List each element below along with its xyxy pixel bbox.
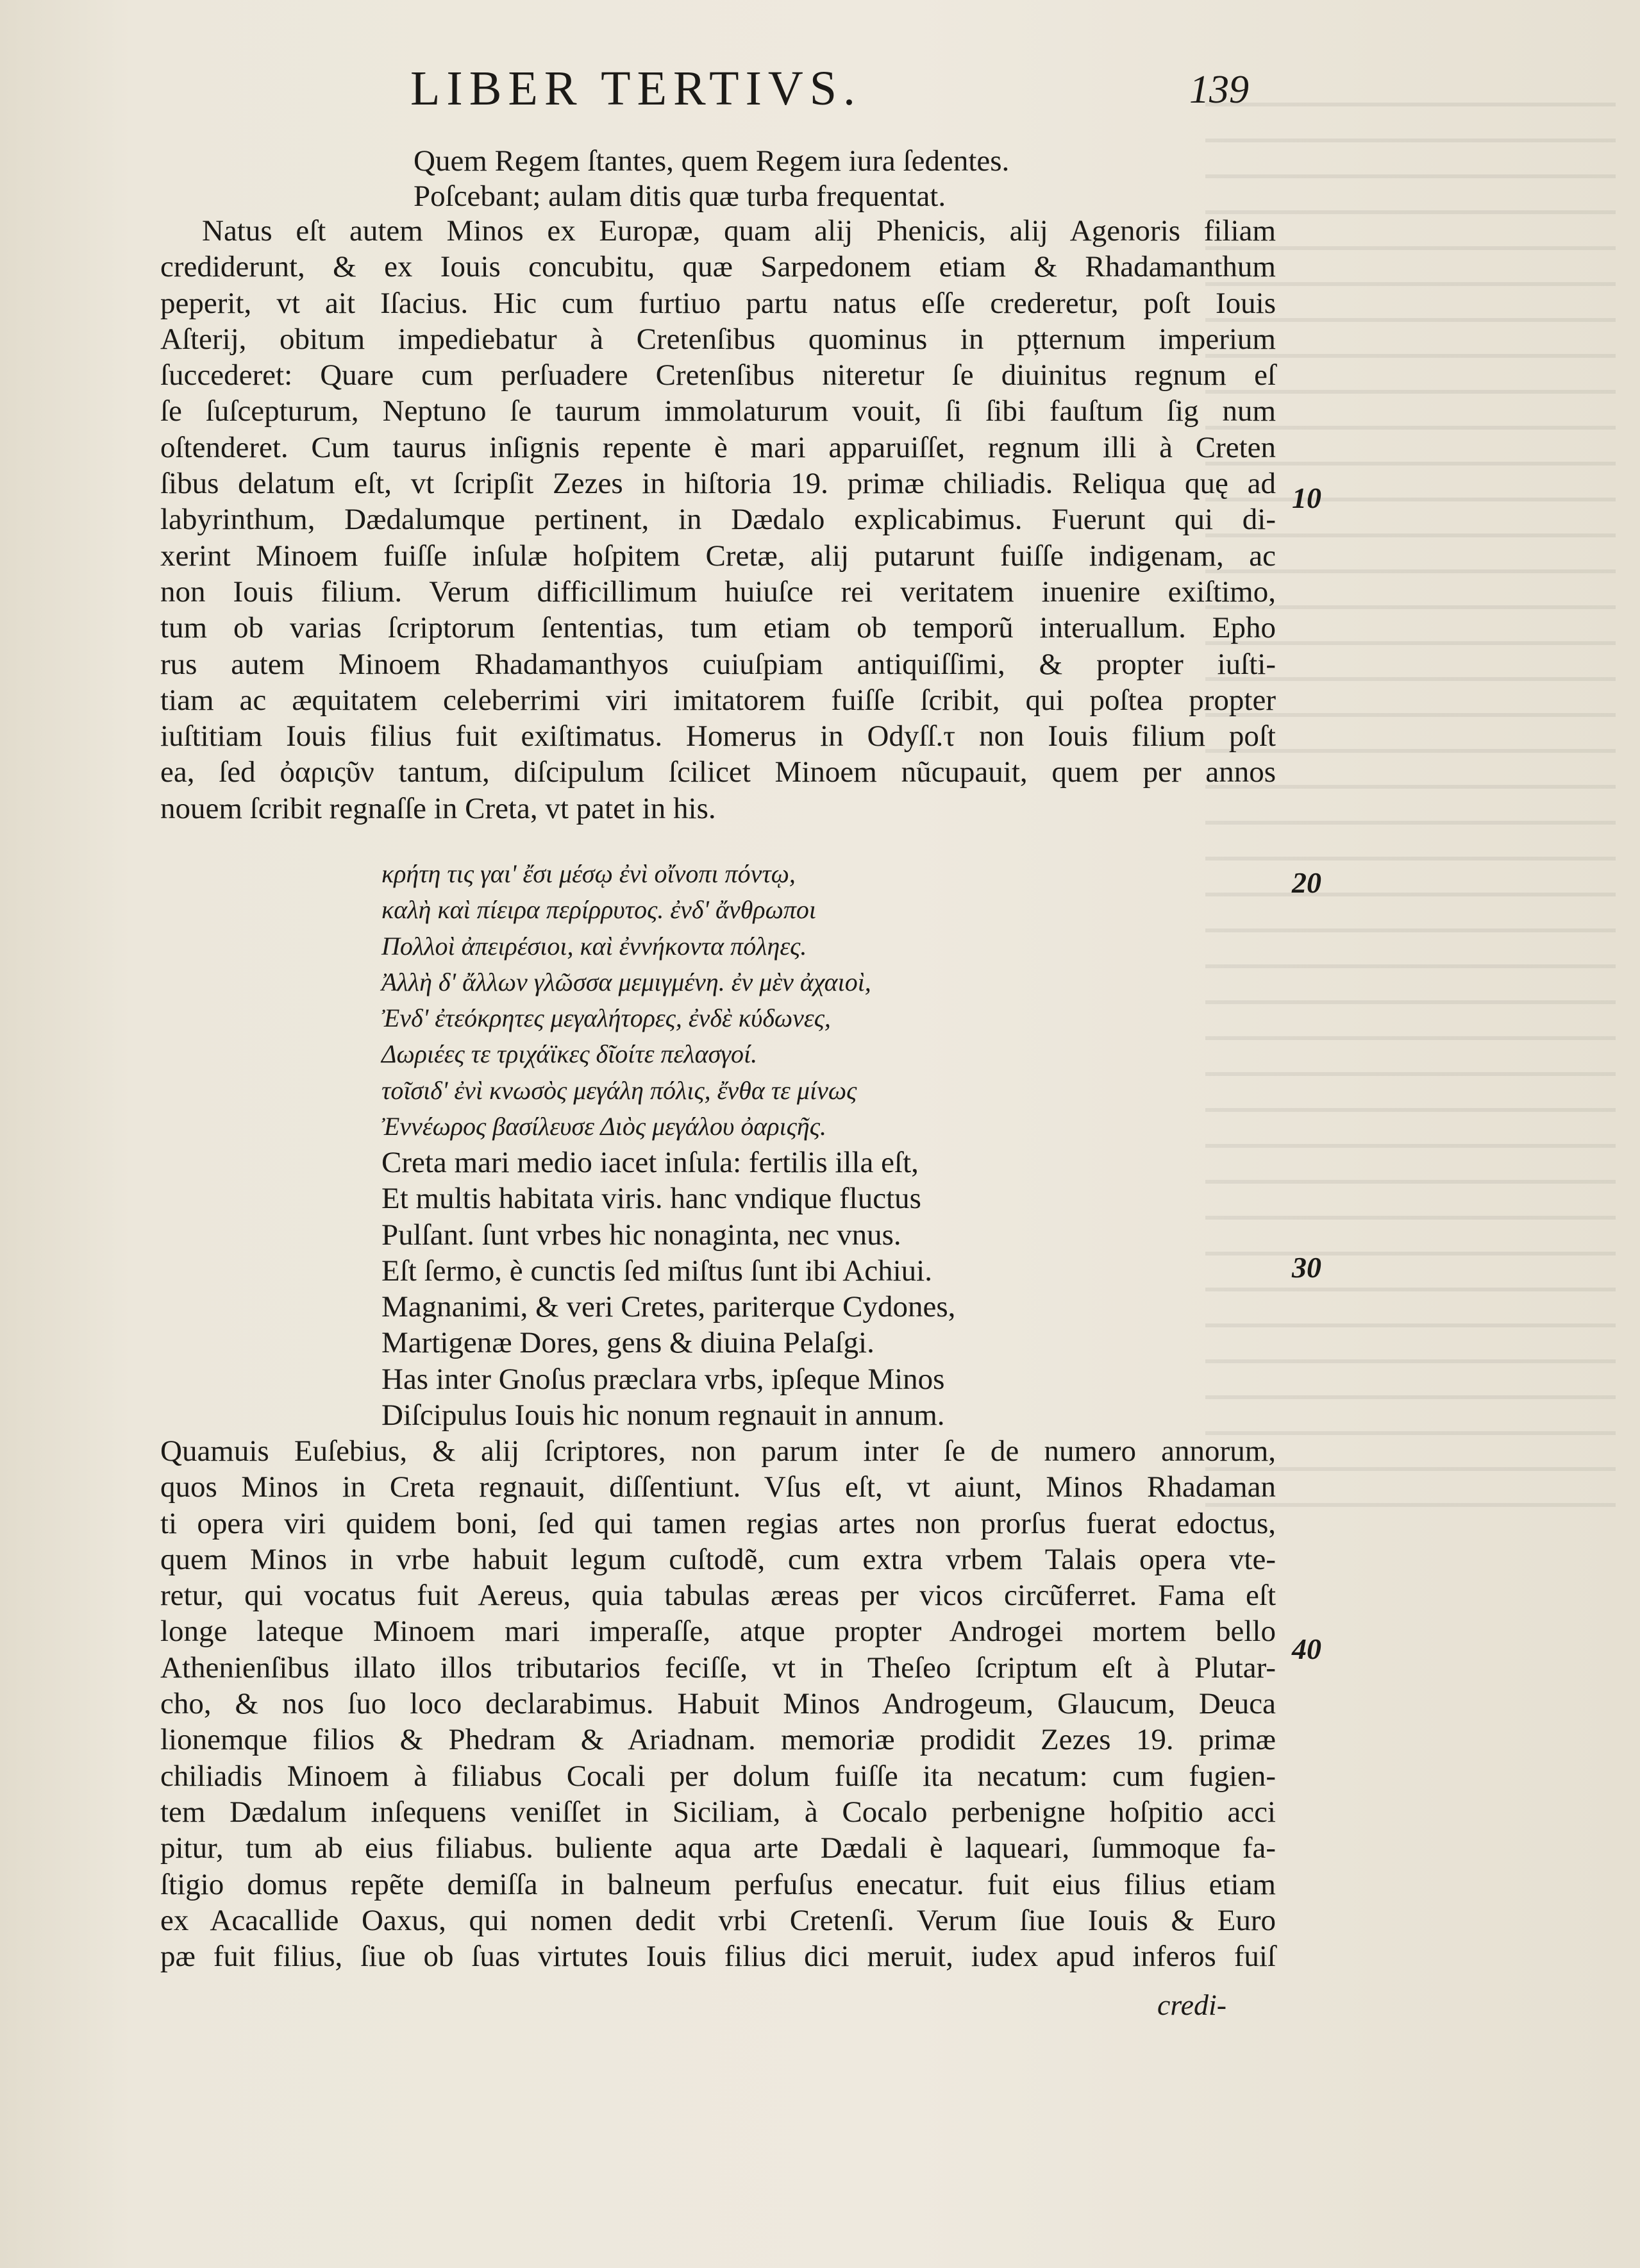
catchword: credi- (1157, 1988, 1227, 2021)
text-line: non Iouis filium. Verum difficillimum huiuſce rei veritatem inuenire exiſtimo, (160, 575, 1276, 609)
text-line: cho, & nos ſuo loco declarabimus. Habuit Minos Androgeum, Glaucum, Deuca (160, 1687, 1276, 1721)
text-line: quos Minos in Creta regnauit, diſſentiunt. Vſus eſt, vt aiunt, Minos Rhadaman (160, 1470, 1276, 1504)
text-line: ea, ſed ὀαριςῦν tantum, diſcipulum ſcilicet Minoem nũcupauit, quem per annos (160, 755, 1276, 789)
text-line: longe lateque Minoem mari imperaſſe, atque propter Androgei mortem bello (160, 1615, 1276, 1649)
text-line: ſibus delatum eſt, vt ſcripſit Zezes in hiſtoria 19. primæ chiliadis. Reliqua quę ad (160, 467, 1276, 501)
verse-line: Πολλοὶ ἀπειρέσιοι, καὶ ἐννήκοντα πόληες. (381, 931, 807, 961)
text-line: tum ob varias ſcriptorum ſententias, tum etiam ob temporũ interuallum. Epho (160, 611, 1276, 645)
verse-line: τοῖσιδ' ἐνὶ κνωσὸς μεγάλη πόλις, ἔνθα τε μίνως (381, 1075, 857, 1105)
text-line: tem Dædalum inſequens veniſſet in Siciliam, à Cocalo perbenigne hoſpitio acci (160, 1795, 1276, 1829)
text-line: Athenienſibus illato illos tributarios feciſſe, vt in Theſeo ſcriptum eſt à Plutar- (160, 1651, 1276, 1684)
text-line: retur, qui vocatus fuit Aereus, quia tabulas æreas per vicos circũferret. Fama eſt (160, 1579, 1276, 1613)
latin-verse (381, 1145, 955, 1433)
opening-verse-line: Quem Regem ſtantes, quem Regem iura ſedentes. (414, 144, 1010, 178)
text-line: nouem ſcribit regnaſſe in Creta, vt patet in his. (160, 791, 716, 825)
verse-line: Diſcipulus Iouis hic nonum regnauit in annum. (381, 1399, 945, 1432)
verse-line: Ἐννέωρος βασίλευσε Διὸς μεγάλου ὀαριςῆς. (381, 1112, 826, 1141)
text-line: pæ fuit filius, ſiue ob ſuas virtutes Iouis filius dici meruit, iudex apud inferos fuiſ (160, 1940, 1276, 1974)
greek-verse (381, 856, 871, 1145)
text-line: ſe ſuſcepturum, Neptuno ſe taurum immolaturum vouit, ſi ſibi fauſtum ſig num (160, 394, 1276, 428)
verse-line: Ἀλλὴ δ' ἄλλων γλῶσσα μεμιγμένη. ἐν μὲν ἀχαιοὶ, (381, 967, 871, 996)
verse-line: Eſt ſermo, è cunctis ſed miſtus ſunt ibi Achiui. (381, 1254, 932, 1288)
running-title: LIBER TERTIVS. (410, 62, 862, 115)
line-number-marker: 10 (1292, 482, 1321, 514)
text-line: Natus eſt autem Minos ex Europæ, quam alij Phenicis, alij Agenoris filiam (202, 214, 1276, 248)
text-line: ſuccederet: Quare cum perſuadere Cretenſibus niteretur ſe diuinitus regnum eſ (160, 358, 1276, 392)
verse-line: Ἐνδ' ἐτεόκρητες μεγαλήτορες, ἐνδὲ κύδωνες, (381, 1004, 831, 1033)
text-line: Aſterij, obitum impediebatur à Cretenſibus quominus in pțternum imperium (160, 322, 1276, 356)
verse-line: Creta mari medio iacet inſula: fertilis illa eſt, (381, 1146, 919, 1179)
line-number-marker: 30 (1292, 1251, 1321, 1284)
text-line: lionemque filios & Phedram & Ariadnam. memoriæ prodidit Zezes 19. primæ (160, 1723, 1276, 1757)
verse-line: κρήτη τις γαι' ἔσι μέσῳ ἐνὶ οἴνοπι πόντῳ, (381, 859, 796, 888)
verse-line: Δωριέες τε τριχάϊκες δῖοίτε πελασγοί. (381, 1039, 758, 1069)
text-line: tiam ac æquitatem celeberrimi viri imitatorem fuiſſe ſcribit, qui poſtea propter (160, 683, 1276, 717)
text-line: ex Acacallide Oaxus, qui nomen dedit vrbi Cretenſi. Verum ſiue Iouis & Euro (160, 1903, 1276, 1937)
text-line: ti opera viri quidem boni, ſed qui tamen regias artes non prorſus fuerat edoctus, (160, 1506, 1276, 1540)
text-line: ſtigio domus repẽte demiſſa in balneum perfuſus enecatur. fuit eius filius etiam (160, 1867, 1276, 1901)
text-line: Quamuis Euſebius, & alij ſcriptores, non parum inter ſe de numero annorum, (160, 1434, 1276, 1468)
text-line: labyrinthum, Dædalumque pertinent, in Dædalo explicabimus. Fuerunt qui di- (160, 503, 1276, 537)
paragraph-1 (160, 213, 1276, 827)
verse-line: Et multis habitata viris. hanc vndique fluctus (381, 1182, 921, 1216)
page-number: 139 (1189, 68, 1249, 112)
verse-line: Pulſant. ſunt vrbes hic nonaginta, nec vnus. (381, 1218, 901, 1252)
verse-line: Magnanimi, & veri Cretes, pariterque Cydones, (381, 1290, 956, 1324)
verse-line: Martigenæ Dores, gens & diuina Pelaſgi. (381, 1326, 874, 1360)
text-line: pitur, tum ab eius filiabus. buliente aqua arte Dædali è laqueari, ſummoque fa- (160, 1831, 1276, 1865)
line-number-marker: 20 (1292, 866, 1321, 899)
text-line: crediderunt, & ex Iouis concubitu, quæ Sarpedonem etiam & Rhadamanthum (160, 250, 1276, 284)
text-line: peperit, vt ait Iſacius. Hic cum furtiuo partu natus eſſe crederetur, poſt Iouis (160, 286, 1276, 320)
text-line: rus autem Minoem Rhadamanthyos cuiuſpiam antiquiſſimi, & propter iuſti- (160, 647, 1276, 681)
text-line: iuſtitiam Iouis filius fuit exiſtimatus. Homerus in Odyſſ.τ non Iouis filium poſt (160, 719, 1276, 753)
text-line: chiliadis Minoem à filiabus Cocali per dolum fuiſſe ita necatum: cum fugien- (160, 1759, 1276, 1793)
text-line: oſtenderet. Cum taurus inſignis repente è mari apparuiſſet, regnum illi à Creten (160, 430, 1276, 464)
paragraph-2 (160, 1433, 1276, 1974)
text-line: xerint Minoem fuiſſe inſulæ hoſpitem Cretæ, alij putarunt fuiſſe indigenam, ac (160, 539, 1276, 573)
opening-verse-line: Poſcebant; aulam ditis quæ turba frequentat. (414, 180, 946, 213)
line-number-marker: 40 (1292, 1633, 1321, 1665)
text-line: quem Minos in vrbe habuit legum cuſtodẽ, cum extra vrbem Talais opera vte- (160, 1542, 1276, 1576)
verse-line: Has inter Gnoſus præclara vrbs, ipſeque Minos (381, 1362, 945, 1396)
verse-line: καλὴ καὶ πίειρα περίρρυτος. ἐνδ' ἄνθρωποι (381, 895, 816, 925)
